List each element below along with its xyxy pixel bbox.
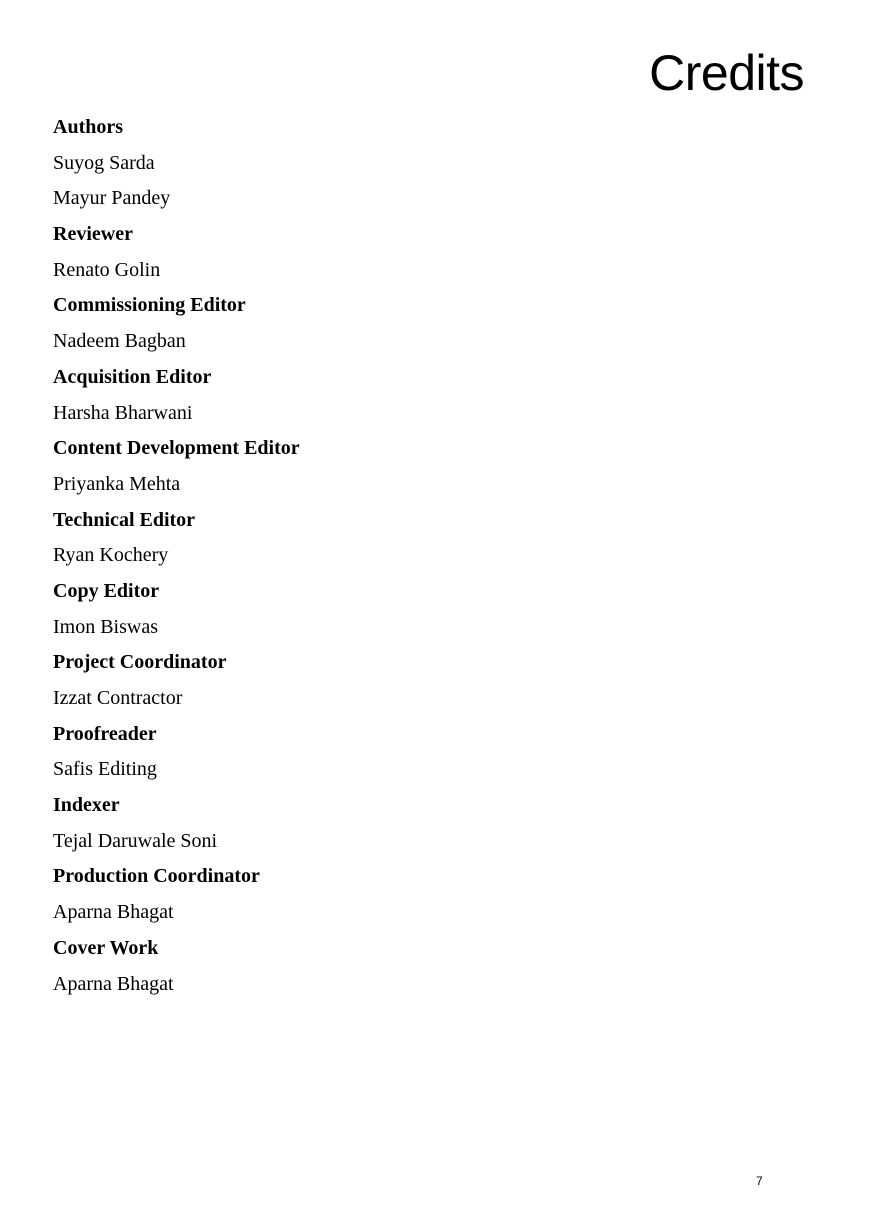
credit-name: Tejal Daruwale Soni (53, 829, 218, 852)
role-production-coordinator: Production Coordinator (53, 865, 260, 888)
role-reviewer: Reviewer (53, 223, 133, 246)
page-number: 7 (756, 1174, 763, 1188)
credit-name: Suyog Sarda (53, 151, 155, 174)
credit-name: Nadeem Bagban (53, 330, 186, 353)
role-cover-work: Cover Work (53, 936, 159, 959)
role-project-coordinator: Project Coordinator (53, 651, 227, 674)
role-authors: Authors (53, 116, 124, 138)
role-proofreader: Proofreader (53, 722, 157, 745)
credit-name: Aparna Bhagat (53, 901, 174, 924)
credit-name: Renato Golin (53, 258, 161, 281)
credits-list (53, 110, 753, 1002)
role-content-development-editor: Content Development Editor (53, 437, 300, 460)
credit-name: Izzat Contractor (53, 687, 183, 709)
page-title: Credits (649, 45, 804, 101)
role-copy-editor: Copy Editor (53, 579, 160, 602)
credit-name: Ryan Kochery (53, 544, 169, 567)
role-indexer: Indexer (53, 794, 120, 817)
credit-name: Aparna Bhagat (53, 972, 174, 995)
credit-name: Priyanka Mehta (53, 472, 181, 495)
role-technical-editor: Technical Editor (53, 508, 196, 531)
role-acquisition-editor: Acquisition Editor (53, 365, 212, 388)
credit-name: Imon Biswas (53, 615, 158, 638)
role-commissioning-editor: Commissioning Editor (53, 294, 246, 317)
credit-name: Harsha Bharwani (53, 401, 193, 424)
credit-name: Mayur Pandey (53, 187, 171, 210)
credit-name: Safis Editing (53, 758, 157, 781)
